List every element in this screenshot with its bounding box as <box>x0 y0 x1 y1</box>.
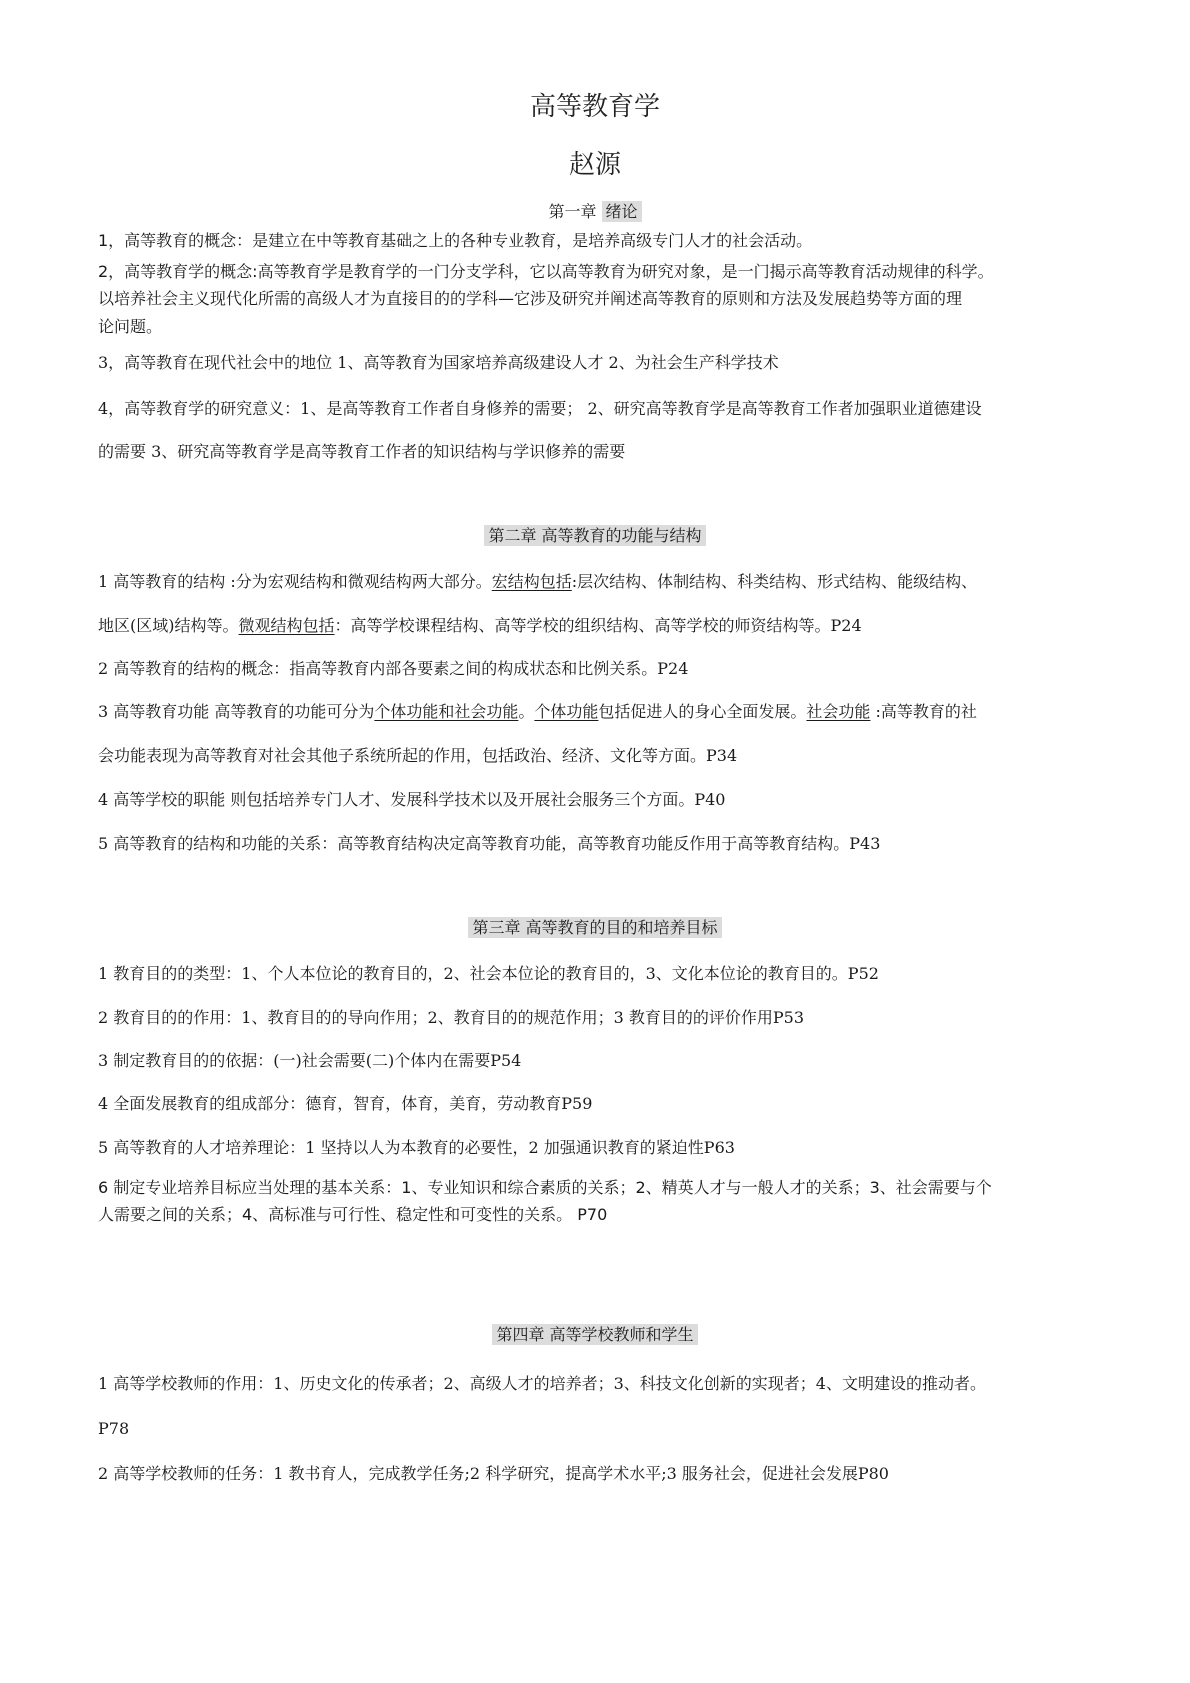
chapter-2-heading-text: 第二章 高等教育的功能与结构 <box>484 525 705 546</box>
ch1-item-2-end: 论问题。 <box>98 317 163 336</box>
ch2-item-3-underline-3: 社会功能 <box>806 702 871 721</box>
chapter-1-heading-label: 第一章 <box>548 202 602 221</box>
ch1-item-4-cont: 的需要 3、研究高等教育学是高等教育工作者的知识结构与学识修养的需要 <box>98 442 626 461</box>
ch4-item-1-cont: P78 <box>98 1419 130 1438</box>
ch2-item-1-cont-rest: ：高等学校课程结构、高等学校的组织结构、高等学校的师资结构等。P24 <box>334 616 862 635</box>
ch2-item-1 <box>98 567 1098 597</box>
ch2-item-3-mid: 包括促进人的身心全面发展。 <box>598 702 807 721</box>
ch2-item-3-text: 3 高等教育功能 高等教育的功能可分为 <box>98 702 375 721</box>
chapter-4-heading <box>0 1323 1190 1347</box>
ch2-item-3-underline-1: 个体功能和社会功能 <box>374 702 519 721</box>
ch3-item-2: 2 教育目的的作用：1、教育目的的导向作用；2、教育目的的规范作用；3 教育目的的评价作用P53 <box>98 1008 805 1027</box>
ch2-item-1-cont-underline: 微观结构包括 <box>238 616 335 635</box>
ch2-item-4: 4 高等学校的职能 则包括培养专门人才、发展科学技术以及开展社会服务三个方面。P40 <box>98 790 726 809</box>
ch2-item-3-cont: 会功能表现为高等教育对社会其他子系统所起的作用，包括政治、经济、文化等方面。P34 <box>98 746 738 765</box>
chapter-1-heading <box>0 200 1190 224</box>
ch2-item-2: 2 高等教育的结构的概念：指高等教育内部各要素之间的构成状态和比例关系。P24 <box>98 659 689 678</box>
ch2-item-1-rest: :层次结构、体制结构、科类结构、形式结构、能级结构、 <box>571 572 978 591</box>
ch1-item-1: 1，高等教育的概念：是建立在中等教育基础之上的各种专业教育，是培养高级专门人才的社会活动。 <box>98 231 813 250</box>
ch2-item-3-underline-2: 个体功能 <box>534 702 599 721</box>
ch3-item-6-cont: 人需要之间的关系；4、高标准与可行性、稳定性和可变性的关系。 P70 <box>98 1205 608 1224</box>
document-author: 赵源 <box>568 150 621 180</box>
ch1-item-4: 4，高等教育学的研究意义：1、是高等教育工作者自身修养的需要； 2、研究高等教育学是高等教育工作者加强职业道德建设 <box>98 399 982 418</box>
ch4-item-2: 2 高等学校教师的任务：1 教书育人，完成教学任务;2 科学研究，提高学术水平;3 服务社会，促进社会发展P80 <box>98 1464 889 1483</box>
ch3-item-6: 6 制定专业培养目标应当处理的基本关系：1、专业知识和综合素质的关系；2、精英人才与一般人才的关系；3、社会需要与个 <box>98 1178 992 1197</box>
chapter-3-heading <box>0 916 1190 940</box>
ch3-item-5: 5 高等教育的人才培养理论：1 坚持以人为本教育的必要性，2 加强通识教育的紧迫性P63 <box>98 1138 735 1157</box>
ch2-item-3-end: :高等教育的社 <box>870 702 977 721</box>
ch1-item-2-cont: 以培养社会主义现代化所需的高级人才为直接目的的学科—它涉及研究并阐述高等教育的原则和方法及发展趋势等方面的理 <box>98 289 963 308</box>
ch3-item-3: 3 制定教育目的的依据：(一)社会需要(二)个体内在需要P54 <box>98 1051 522 1070</box>
ch2-item-1-cont-text: 地区(区域)结构等。 <box>98 616 239 635</box>
ch3-item-4: 4 全面发展教育的组成部分：德育，智育，体育，美育，劳动教育P59 <box>98 1094 593 1113</box>
ch2-item-1-text: 1 高等教育的结构 :分为宏观结构和微观结构两大部分。 <box>98 572 492 591</box>
ch1-item-3: 3，高等教育在现代社会中的地位 1、高等教育为国家培养高级建设人才 2、为社会生产科学技术 <box>98 353 779 372</box>
document-title: 高等教育学 <box>529 92 660 122</box>
ch2-item-3-sep: 。 <box>518 702 535 721</box>
ch2-item-1-underline: 宏结构包括 <box>491 572 572 591</box>
chapter-3-heading-text: 第三章 高等教育的目的和培养目标 <box>468 917 721 938</box>
ch4-item-1: 1 高等学校教师的作用：1、历史文化的传承者；2、高级人才的培养者；3、科技文化创新的实现者；4、文明建设的推动者。 <box>98 1374 986 1393</box>
ch2-item-3 <box>98 697 1098 727</box>
ch3-item-1: 1 教育目的的类型：1、个人本位论的教育目的，2、社会本位论的教育目的，3、文化本位论的教育目的。P52 <box>98 964 879 983</box>
ch1-item-2: 2，高等教育学的概念:高等教育学是教育学的一门分支学科，它以高等教育为研究对象，是一门揭示高等教育活动规律的科学。 <box>98 262 994 281</box>
ch2-item-5: 5 高等教育的结构和功能的关系：高等教育结构决定高等教育功能，高等教育功能反作用于高等教育结构。P43 <box>98 834 881 853</box>
chapter-4-heading-text: 第四章 高等学校教师和学生 <box>492 1324 697 1345</box>
chapter-2-heading <box>0 524 1190 548</box>
chapter-1-heading-highlight: 绪论 <box>602 201 642 222</box>
ch2-item-1-cont <box>98 611 1098 641</box>
